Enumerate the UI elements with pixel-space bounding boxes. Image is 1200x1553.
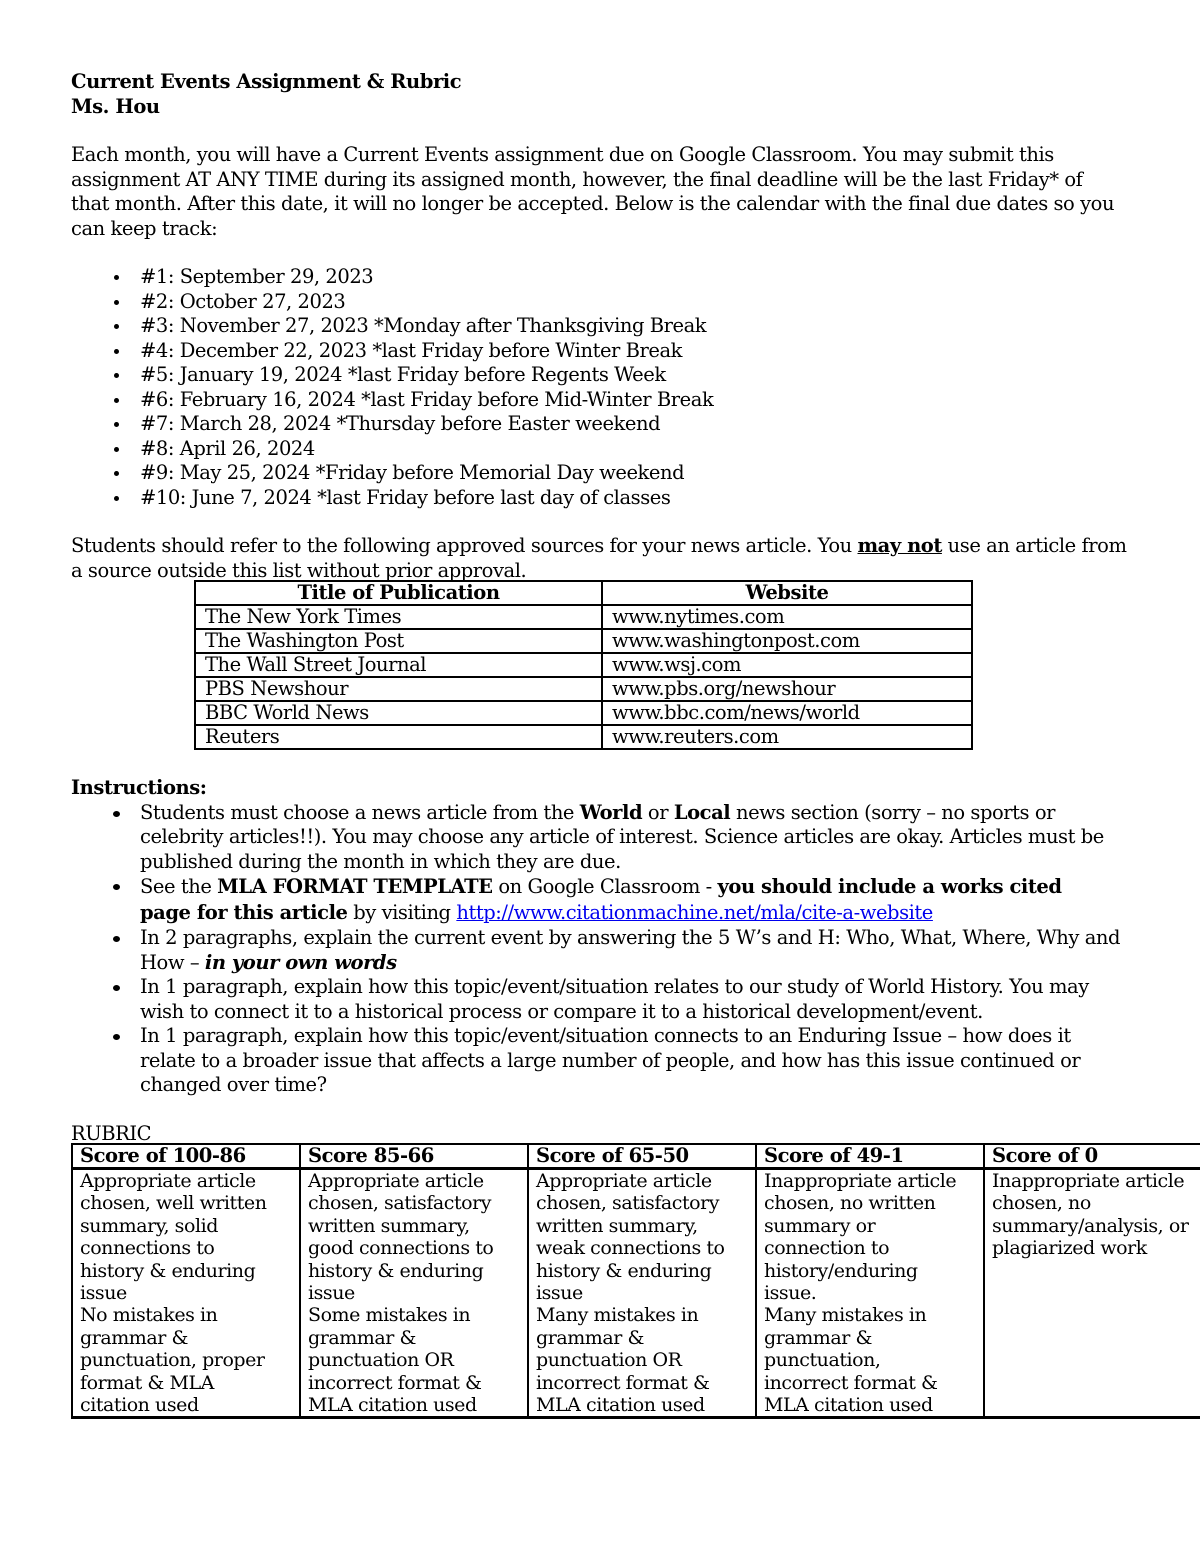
rubric-cell-line: good connections to [308,1237,494,1260]
due-date-item: #10: June 7, 2024 *last Friday before last day of classes [71,486,1136,511]
rubric-cell-line: Some mistakes in [308,1304,471,1327]
sources-intro [71,534,1136,583]
rubric-table [71,1143,1200,1419]
rubric-cell-line: punctuation, [764,1349,881,1372]
table-row [195,677,972,701]
instruction-item [71,926,1136,975]
rubric-cell-line: written summary, [536,1214,698,1237]
sources-intro-text: Students should refer to the following approved sources for your news article. You [71,534,858,557]
publication-cell: Reuters [195,725,602,749]
rubric-cell-line: summary or [764,1214,876,1237]
rubric-cell-line: MLA citation used [308,1394,477,1417]
document-title: Current Events Assignment & Rubric [71,70,462,93]
rubric-cell-line: history & enduring [308,1259,484,1282]
instruction-bold: page for this article [140,901,348,924]
instruction-text: wish to connect it to a historical process or compare it to a historical development/event. [140,999,983,1023]
publication-cell: PBS Newshour [195,677,602,701]
rubric-cell-line: punctuation, proper [80,1349,265,1372]
table-row [195,701,972,725]
rubric-cell-line: incorrect format & [536,1371,710,1394]
intro-line: can keep track: [71,216,218,240]
rubric-cell [756,1169,984,1418]
rubric-cell-line: Inappropriate article [764,1170,957,1192]
rubric-column-header: Score of 100-86 [72,1144,300,1169]
website-cell: www.wsj.com [602,653,972,677]
instruction-text: or [642,800,674,824]
rubric-cell-line: plagiarized work [992,1237,1147,1260]
rubric-cell [528,1169,756,1418]
rubric-cell-line: Appropriate article [80,1170,256,1192]
column-header-website: Website [602,581,972,605]
instruction-item [71,801,1136,875]
rubric-cell-line: chosen, well written [80,1192,267,1215]
instruction-bold: MLA FORMAT TEMPLATE [217,875,493,898]
instruction-emphasis: in your own words [204,950,397,974]
due-date-item: #4: December 22, 2023 *last Friday before Winter Break [71,339,1136,364]
rubric-cell-line: No mistakes in [80,1304,218,1327]
rubric-cell-line: history/enduring [764,1259,918,1282]
due-dates-list [71,265,1136,510]
rubric-cell-line: chosen, no [992,1192,1091,1215]
intro-line: that month. After this date, it will no longer be accepted. Below is the calendar with the final due dates so you [71,192,1115,215]
instruction-text: news section (sorry – no sports or [730,800,1056,824]
rubric-heading: RUBRIC [71,1121,152,1145]
rubric-cell-line: connection to [764,1237,890,1260]
due-date-item: #9: May 25, 2024 *Friday before Memorial Day weekend [71,461,1136,486]
rubric-cell-line: Inappropriate article [992,1170,1185,1192]
due-date-item: #3: November 27, 2023 *Monday after Thanksgiving Break [71,314,1136,339]
rubric-cell-line: issue [80,1282,127,1305]
rubric-cell-line: written summary, [308,1214,470,1237]
rubric-cell-line: MLA citation used [536,1394,705,1417]
citation-machine-link[interactable]: http://www.citationmachine.net/mla/cite-a-website [456,901,933,924]
instruction-text: celebrity articles!!). You may choose any article of interest. Science articles are okay. Articles must be [140,825,1104,848]
publication-cell: The Washington Post [195,629,602,653]
instruction-text: on Google Classroom - [492,875,718,898]
due-date-item: #6: February 16, 2024 *last Friday before Mid-Winter Break [71,388,1136,413]
rubric-cell-line: incorrect format & [308,1371,482,1394]
due-date-item: #1: September 29, 2023 [71,265,1136,290]
due-date-item: #7: March 28, 2024 *Thursday before Easter weekend [71,412,1136,437]
rubric-header-row [72,1144,1200,1169]
rubric-cell-line: issue. [764,1282,817,1305]
rubric-cell-line: grammar & [536,1326,644,1349]
instruction-text: relate to a broader issue that affects a large number of people, and how has this issue continued or [140,1048,1081,1072]
rubric-cell-line: issue [308,1282,355,1305]
rubric-cell-line: history & enduring [536,1259,712,1282]
rubric-cell-line: grammar & [764,1326,872,1349]
instruction-bold: Local [673,800,731,824]
rubric-cell-line: summary/analysis, or [992,1214,1189,1237]
rubric-cell-line: MLA citation used [764,1394,933,1417]
rubric-cell-line: punctuation OR [536,1349,682,1372]
website-cell: www.washingtonpost.com [602,629,972,653]
due-date-item: #8: April 26, 2024 [71,437,1136,462]
instructions-list [71,801,1136,1098]
sources-intro-text: use an article from [941,534,1127,557]
rubric-cell-line: weak connections to [536,1237,725,1260]
publication-cell: The Wall Street Journal [195,653,602,677]
publication-cell: The New York Times [195,605,602,629]
rubric-cell-line: Many mistakes in [536,1304,699,1327]
rubric-column-header: Score of 65-50 [528,1144,756,1169]
website-cell: www.nytimes.com [602,605,972,629]
rubric-column-header: Score 85-66 [300,1144,528,1169]
instruction-bold: World [579,800,643,824]
rubric-cell-line: summary, solid [80,1214,218,1237]
rubric-cell-line: connections to [80,1237,215,1260]
website-cell: www.bbc.com/news/world [602,701,972,725]
rubric-cell-line: history & enduring [80,1259,256,1282]
rubric-cell [72,1169,300,1418]
table-row [195,629,972,653]
rubric-cell [984,1169,1200,1418]
instruction-text: In 2 paragraphs, explain the current event by answering the 5 W’s and H: Who, What, Where, Why and [140,926,1121,949]
due-date-item: #2: October 27, 2023 [71,290,1136,315]
instruction-text: How – [140,950,205,974]
teacher-name: Ms. Hou [71,94,160,118]
instruction-text: See the [140,875,218,898]
rubric-cell-line: Many mistakes in [764,1304,927,1327]
intro-paragraph [71,143,1136,241]
instruction-text: In 1 paragraph, explain how this topic/event/situation connects to an Enduring Issue – how does it [140,1024,1071,1047]
intro-line: assignment AT ANY TIME during its assigned month, however, the final deadline will be the last Friday* of [71,167,1083,191]
table-row [195,653,972,677]
instruction-text: In 1 paragraph, explain how this topic/event/situation relates to our study of World History. You may [140,975,1089,998]
instruction-item [71,1024,1136,1098]
instruction-item [71,874,1136,926]
website-cell: www.pbs.org/newshour [602,677,972,701]
instructions-heading: Instructions: [71,776,207,799]
instruction-bold: you should include a works cited [717,875,1062,898]
sources-table [194,580,973,750]
rubric-cell-line: Appropriate article [536,1170,712,1192]
rubric-column-header: Score of 49-1 [756,1144,984,1169]
intro-line: Each month, you will have a Current Events assignment due on Google Classroom. You may submit this [71,143,1054,166]
instruction-text: Students must choose a news article from the [140,800,580,824]
rubric-cell-line: grammar & [308,1326,416,1349]
may-not-emphasis: may not [857,534,942,557]
column-header-publication: Title of Publication [195,581,602,605]
instruction-text: published during the month in which they are due. [140,849,621,873]
rubric-cell [300,1169,528,1418]
website-cell: www.reuters.com [602,725,972,749]
rubric-cell-line: chosen, no written [764,1192,936,1215]
rubric-row [72,1169,1200,1418]
instruction-item [71,975,1136,1024]
rubric-cell-line: chosen, satisfactory [536,1192,720,1215]
publication-cell: BBC World News [195,701,602,725]
instruction-text: changed over time? [140,1073,327,1096]
due-date-item: #5: January 19, 2024 *last Friday before Regents Week [71,363,1136,388]
sources-header-row [195,581,972,605]
rubric-cell-line: Appropriate article [308,1170,484,1192]
instruction-text: by visiting [347,901,457,924]
document-page [71,70,1189,1419]
table-row [195,725,972,749]
sources-intro-line2: a source outside this list without prior approval. [71,558,527,582]
table-row [195,605,972,629]
rubric-cell-line: citation used [80,1394,199,1417]
rubric-cell-line: grammar & [80,1326,188,1349]
rubric-column-header: Score of 0 [984,1144,1200,1169]
rubric-cell-line: chosen, satisfactory [308,1192,492,1215]
rubric-cell-line: format & MLA [80,1371,214,1394]
rubric-cell-line: punctuation OR [308,1349,454,1372]
rubric-cell-line: incorrect format & [764,1371,938,1394]
rubric-cell-line: issue [536,1282,583,1305]
